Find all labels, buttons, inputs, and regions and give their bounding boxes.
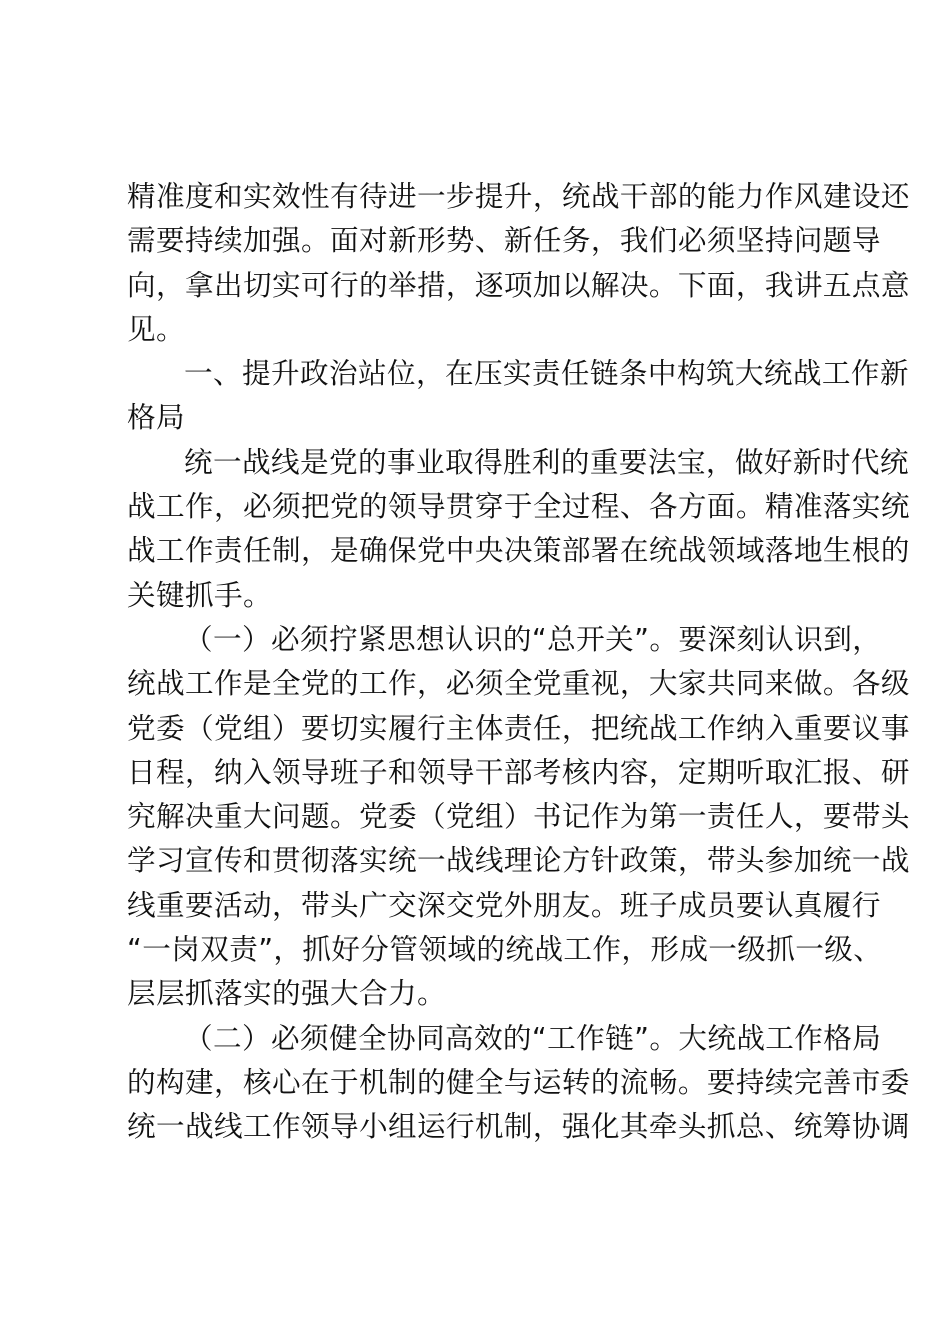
text-line: 学习宣传和贯彻落实统一战线理论方针政策，带头参加统一战: [127, 843, 910, 878]
text-line: 统一战线是党的事业取得胜利的重要法宝，做好新时代统: [184, 444, 909, 479]
document-body: [127, 174, 910, 1149]
text-line: 线重要活动，带头广交深交党外朋友。班子成员要认真履行: [127, 887, 881, 922]
section-heading: 一、提升政治站位，在压实责任链条中构筑大统战工作新: [184, 356, 909, 391]
text-line: 向，拿出切实可行的举措，逐项加以解决。下面，我讲五点意: [127, 267, 910, 302]
text-line: “一岗双责”，抓好分管领域的统战工作，形成一级抓一级、: [127, 932, 883, 967]
text-line: 精准度和实效性有待进一步提升，统战干部的能力作风建设还: [127, 179, 910, 213]
text-line: 层层抓落实的强大合力。: [127, 976, 446, 1011]
text-line: 关键抓手。: [127, 577, 272, 612]
text-line: 需要持续加强。面对新形势、新任务，我们必须坚持问题导: [127, 223, 881, 258]
text-line: 战工作责任制，是确保党中央决策部署在统战领域落地生根的: [127, 533, 910, 568]
text-line: 战工作，必须把党的领导贯穿于全过程、各方面。精准落实统: [127, 489, 910, 524]
text-line: 见。: [127, 311, 185, 346]
text-line: 统战工作是全党的工作，必须全党重视，大家共同来做。各级: [127, 666, 910, 701]
text-line: 党委（党组）要切实履行主体责任，把统战工作纳入重要议事: [127, 710, 910, 745]
text-line: 日程，纳入领导班子和领导干部考核内容，定期听取汇报、研: [127, 754, 910, 789]
text-line: 究解决重大问题。党委（党组）书记作为第一责任人，要带头: [127, 799, 910, 834]
subsection-heading: （二）必须健全协同高效的“工作链”。大统战工作格局: [184, 1020, 882, 1055]
text-line: 统一战线工作领导小组运行机制，强化其牵头抓总、统筹协调: [127, 1109, 910, 1144]
section-heading-continued: 格局: [127, 400, 185, 435]
text-line: 的构建，核心在于机制的健全与运转的流畅。要持续完善市委: [127, 1064, 910, 1099]
subsection-heading: （一）必须拧紧思想认识的“总开关”。要深刻认识到，: [184, 621, 882, 656]
